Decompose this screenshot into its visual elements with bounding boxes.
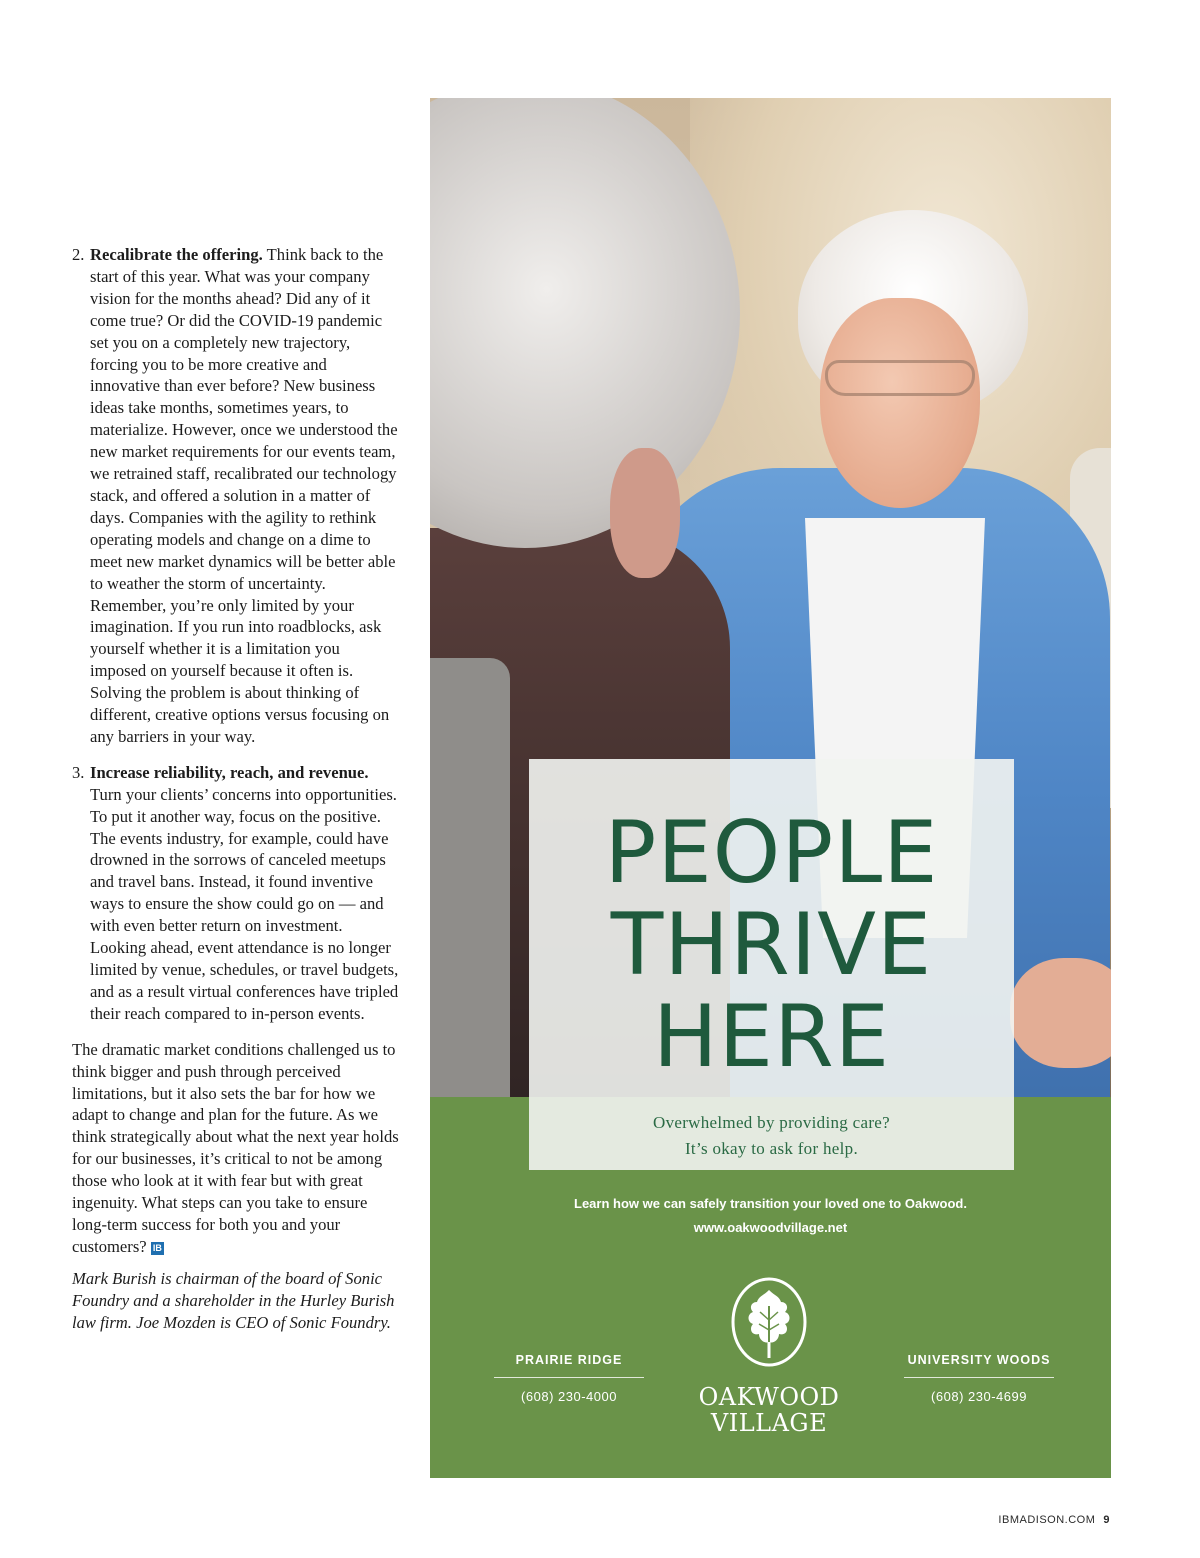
page-footer bbox=[998, 1514, 1110, 1526]
logo-line: OAKWOOD bbox=[698, 1383, 840, 1411]
page-number: 9 bbox=[1103, 1514, 1110, 1526]
subheadline-line: Overwhelmed by providing care? bbox=[653, 1113, 890, 1132]
list-item-text: Turn your clients’ concerns into opportunities. To put it another way, focus on the positive. The events industry, for example, could have drowned in the sorrows of canceled meetups and travel bans. Instead, it found inventive ways to ensure the show could go on — and with even better return on investment. Looking ahead, event attendance is no longer limited by venue, schedules, or travel budgets, and as a result virtual conferences have tripled their reach compared to in-person events. bbox=[90, 784, 399, 1023]
list-number: 3. bbox=[72, 762, 85, 782]
oakwood-village-logo bbox=[684, 1276, 854, 1436]
headline-line: THRIVE bbox=[610, 895, 933, 995]
ad-website-link[interactable]: www.oakwoodvillage.net bbox=[693, 1220, 848, 1235]
list-item-body bbox=[90, 762, 400, 1025]
logo-wordmark bbox=[684, 1384, 854, 1436]
closing-paragraph bbox=[72, 1039, 400, 1258]
location-name: PRAIRIE RIDGE bbox=[494, 1353, 644, 1378]
location-university-woods bbox=[904, 1353, 1054, 1404]
list-number: 2. bbox=[72, 245, 85, 264]
ad-headline bbox=[529, 803, 1014, 1087]
list-item bbox=[72, 762, 400, 1025]
ad-tagline: Learn how we can safely transition your loved one to Oakwood. bbox=[574, 1196, 967, 1211]
subheadline-line: It’s okay to ask for help. bbox=[684, 1139, 859, 1158]
headline-card bbox=[529, 759, 1014, 1170]
logo-line: VILLAGE bbox=[710, 1409, 828, 1437]
author-bio: Mark Burish is chairman of the board of Sonic Foundry and a shareholder in the Hurley Burish law firm. Joe Mozden is CEO of Sonic Foundry. bbox=[72, 1268, 395, 1332]
list-item-text: Think back to the start of this year. What was your company vision for the months ahead? Did any of it come true? Or did the COVID-19 pandemic set you on a completely new trajectory, forcing you to be more creative and innovative than ever before? New business ideas take months, sometimes years, to materialize. However, once we understood the new market requirements for our events team, we retrained staff, recalibrated our technology stack, and offered a solution in a matter of days. Companies with the agility to rethink operating models and change on a dime to meet new market dynamics will be better able to weather the storm of uncertainty. Remember, you’re only limited by your imagination. If you run into roadblocks, ask yourself whether it is a limitation you imposed on yourself because it often is. Solving the problem is about thinking of different, creative options versus focusing on any barriers in your way. bbox=[90, 245, 398, 746]
list-item-title: Increase reliability, reach, and revenue. bbox=[90, 762, 369, 782]
location-prairie-ridge bbox=[494, 1353, 644, 1404]
end-mark-icon: IB bbox=[152, 1242, 162, 1253]
ad-subheadline bbox=[529, 1110, 1014, 1162]
headline-line: HERE bbox=[652, 987, 891, 1087]
closing-text: The dramatic market conditions challenged us to think bigger and push through perceived limitations, but it also sets the bar for how we adapt to change and plan for the future. As we think strategically about what the next year holds for our businesses, it’s critical to not be among those who look at it with fear but with great ingenuity. What steps can you take to ensure long-term success for both you and your customers? bbox=[72, 1039, 399, 1256]
list-item-title: Recalibrate the offering. bbox=[90, 245, 263, 264]
location-name: UNIVERSITY WOODS bbox=[904, 1353, 1054, 1378]
footer-site: IBMADISON.COM bbox=[998, 1514, 1096, 1526]
list-item-body bbox=[90, 244, 400, 748]
oakwood-advertisement bbox=[430, 98, 1111, 1478]
article-column bbox=[72, 244, 400, 1334]
location-phone[interactable]: (608) 230-4000 bbox=[521, 1389, 617, 1404]
oak-leaf-icon bbox=[729, 1276, 809, 1372]
list-item bbox=[72, 244, 400, 748]
location-phone[interactable]: (608) 230-4699 bbox=[931, 1389, 1027, 1404]
headline-line: PEOPLE bbox=[604, 803, 939, 903]
